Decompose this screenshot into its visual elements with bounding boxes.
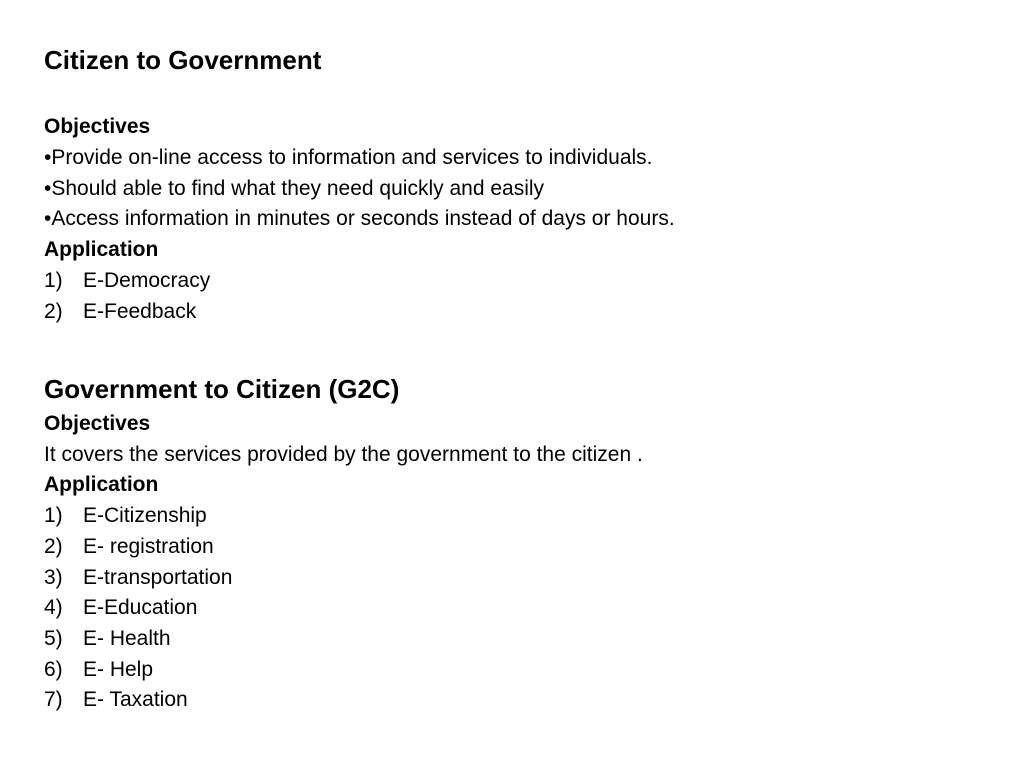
list-number: 7) [44, 688, 63, 711]
list-number: 1) [44, 269, 63, 292]
list-number: 6) [44, 658, 63, 681]
section1-application-item [44, 299, 196, 325]
list-item-text: E- Health [83, 627, 171, 650]
list-item-text: E-Feedback [83, 300, 197, 323]
section2-description: It covers the services provided by the government to the citizen . [44, 443, 643, 466]
section1-bullet-1 [44, 145, 653, 171]
section2-application-item [44, 595, 197, 621]
section2-application-item [44, 534, 214, 560]
section1-objectives-heading: Objectives [44, 115, 151, 138]
section1-bullet-2 [44, 176, 544, 202]
section2-application-item [44, 626, 171, 652]
bullet-icon: • [44, 146, 52, 169]
bullet-text: Should able to find what they need quickly and easily [51, 177, 545, 200]
list-item-text: E-Education [83, 596, 198, 619]
list-number: 3) [44, 566, 63, 589]
bullet-text: Access information in minutes or seconds instead of days or hours. [51, 207, 675, 230]
bullet-icon: • [44, 207, 52, 230]
list-item-text: E- Taxation [83, 688, 188, 711]
section2-application-item [44, 687, 188, 713]
list-item-text: E-Citizenship [83, 504, 207, 527]
list-number: 4) [44, 596, 63, 619]
list-item-text: E-transportation [83, 566, 233, 589]
section1-title: Citizen to Government [44, 45, 322, 75]
bullet-text: Provide on-line access to information and services to individuals. [51, 146, 653, 169]
section1-application-item [44, 268, 210, 294]
list-number: 2) [44, 535, 63, 558]
bullet-icon: • [44, 177, 52, 200]
section2-title: Government to Citizen (G2C) [44, 374, 400, 404]
section2-objectives-heading: Objectives [44, 412, 151, 435]
list-item-text: E- Help [83, 658, 154, 681]
list-number: 5) [44, 627, 63, 650]
section2-application-item [44, 657, 153, 683]
section1-application-heading: Application [44, 238, 159, 261]
section1-bullet-3 [44, 206, 675, 232]
section2-application-item [44, 565, 232, 591]
list-number: 2) [44, 300, 63, 323]
section2-application-item [44, 503, 207, 529]
list-item-text: E- registration [83, 535, 214, 558]
list-item-text: E-Democracy [83, 269, 211, 292]
list-number: 1) [44, 504, 63, 527]
section2-application-heading: Application [44, 473, 159, 496]
